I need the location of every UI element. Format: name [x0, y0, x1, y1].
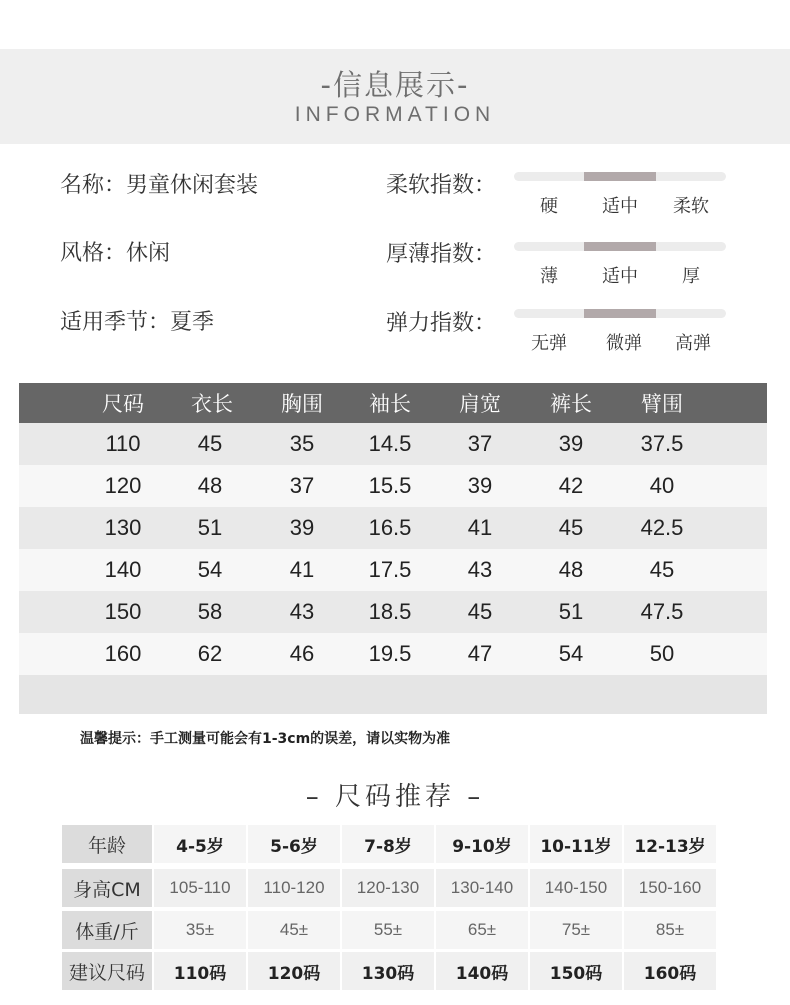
table-cell: 37.5 — [640, 431, 684, 456]
recommend-cell: 150码 — [530, 952, 622, 990]
table-row — [19, 507, 767, 549]
table-cell: 48 — [197, 473, 223, 498]
recommend-cell: 45± — [248, 911, 340, 949]
recommend-cell: 110码 — [154, 952, 246, 990]
scale-selected-segment — [584, 309, 656, 318]
table-cell: 130 — [104, 515, 142, 540]
table-cell: 54 — [197, 557, 223, 582]
table-cell: 42 — [558, 473, 584, 498]
row-header: 年龄 — [62, 825, 152, 863]
recommend-cell: 65± — [436, 911, 528, 949]
product-season: 适用季节：夏季 — [60, 310, 215, 335]
recommend-cell: 35± — [154, 911, 246, 949]
scale-option: 柔软 — [673, 196, 709, 217]
row-header: 体重/斤 — [62, 911, 152, 949]
recommend-cell: 55± — [342, 911, 434, 949]
scale-option: 硬 — [540, 196, 558, 217]
measurement-tip: 温馨提示：手工测量可能会有1-3cm的误差，请以实物为准 — [80, 731, 451, 747]
table-cell: 45 — [558, 515, 584, 540]
banner-title-cn: -信息展示- — [320, 68, 470, 102]
table-cell: 15.5 — [368, 473, 412, 498]
table-cell: 54 — [558, 641, 584, 666]
header-cell: 胸围 — [281, 392, 323, 416]
recommend-cell: 85± — [624, 911, 716, 949]
table-cell: 48 — [558, 557, 584, 582]
row-header: 身高CM — [62, 869, 152, 907]
scale-option: 微弹 — [606, 333, 642, 354]
size-table — [19, 383, 767, 714]
softness-label: 柔软指数： — [386, 173, 497, 198]
header-cell: 衣长 — [191, 392, 233, 416]
table-cell: 40 — [649, 473, 675, 498]
table-cell: 17.5 — [368, 557, 412, 582]
table-cell: 39 — [289, 515, 315, 540]
table-cell: 42.5 — [640, 515, 684, 540]
table-cell: 35 — [289, 431, 315, 456]
table-cell: 37 — [289, 473, 315, 498]
table-cell: 43 — [289, 599, 315, 624]
table-row — [19, 423, 767, 465]
banner-title-en: INFORMATION — [294, 103, 496, 126]
recommend-cell: 7-8岁 — [342, 825, 434, 863]
recommend-cell: 105-110 — [154, 869, 246, 907]
table-cell: 43 — [467, 557, 493, 582]
scale-option: 适中 — [602, 196, 638, 217]
recommend-cell: 150-160 — [624, 869, 716, 907]
recommend-cell: 130-140 — [436, 869, 528, 907]
recommend-cell: 110-120 — [248, 869, 340, 907]
table-cell: 50 — [649, 641, 675, 666]
recommend-cell: 5-6岁 — [248, 825, 340, 863]
table-cell: 51 — [197, 515, 223, 540]
table-cell: 41 — [289, 557, 315, 582]
table-cell: 19.5 — [368, 641, 412, 666]
scale-option: 无弹 — [531, 333, 567, 354]
header-cell: 尺码 — [102, 392, 144, 416]
size-table-header — [19, 383, 767, 423]
table-blank-row — [19, 675, 767, 714]
table-cell: 150 — [104, 599, 142, 624]
table-cell: 120 — [104, 473, 142, 498]
header-cell: 裤长 — [550, 392, 592, 416]
table-cell: 160 — [104, 641, 142, 666]
recommend-title: – 尺码推荐 – — [305, 782, 485, 812]
recommend-cell: 75± — [530, 911, 622, 949]
info-banner — [0, 49, 790, 144]
table-cell: 18.5 — [368, 599, 412, 624]
header-cell: 肩宽 — [459, 392, 501, 416]
recommend-cell: 10-11岁 — [530, 825, 622, 863]
recommend-cell: 140-150 — [530, 869, 622, 907]
recommend-cell: 120码 — [248, 952, 340, 990]
table-cell: 110 — [105, 431, 141, 456]
scale-selected-segment — [584, 242, 656, 251]
recommend-cell: 120-130 — [342, 869, 434, 907]
table-row — [19, 549, 767, 591]
scale-option: 厚 — [682, 266, 700, 287]
table-cell: 62 — [197, 641, 223, 666]
thickness-label: 厚薄指数： — [386, 242, 497, 267]
recommend-cell: 160码 — [624, 952, 716, 990]
table-cell: 140 — [104, 557, 142, 582]
header-cell: 臂围 — [641, 392, 683, 416]
recommend-cell: 130码 — [342, 952, 434, 990]
table-cell: 51 — [558, 599, 584, 624]
recommend-cell: 9-10岁 — [436, 825, 528, 863]
table-cell: 47.5 — [640, 599, 684, 624]
table-cell: 14.5 — [368, 431, 412, 456]
table-cell: 58 — [197, 599, 223, 624]
table-cell: 16.5 — [368, 515, 412, 540]
recommend-cell: 4-5岁 — [154, 825, 246, 863]
table-row — [19, 465, 767, 507]
recommend-cell: 12-13岁 — [624, 825, 716, 863]
table-cell: 37 — [467, 431, 493, 456]
table-cell: 47 — [467, 641, 493, 666]
elasticity-label: 弹力指数： — [386, 311, 497, 336]
table-cell: 46 — [289, 641, 315, 666]
product-name: 名称：男童休闲套装 — [60, 173, 259, 198]
table-cell: 39 — [558, 431, 584, 456]
scale-option: 适中 — [602, 266, 638, 287]
table-cell: 41 — [467, 515, 493, 540]
table-cell: 45 — [197, 431, 223, 456]
scale-option: 高弹 — [675, 333, 711, 354]
product-style: 风格：休闲 — [60, 241, 171, 266]
scale-option: 薄 — [540, 266, 558, 287]
recommend-cell: 140码 — [436, 952, 528, 990]
table-cell: 39 — [467, 473, 493, 498]
table-row — [19, 591, 767, 633]
table-row — [19, 633, 767, 675]
header-cell: 袖长 — [369, 392, 411, 416]
table-cell: 45 — [467, 599, 493, 624]
row-header: 建议尺码 — [62, 952, 152, 990]
scale-selected-segment — [584, 172, 656, 181]
table-cell: 45 — [649, 557, 675, 582]
